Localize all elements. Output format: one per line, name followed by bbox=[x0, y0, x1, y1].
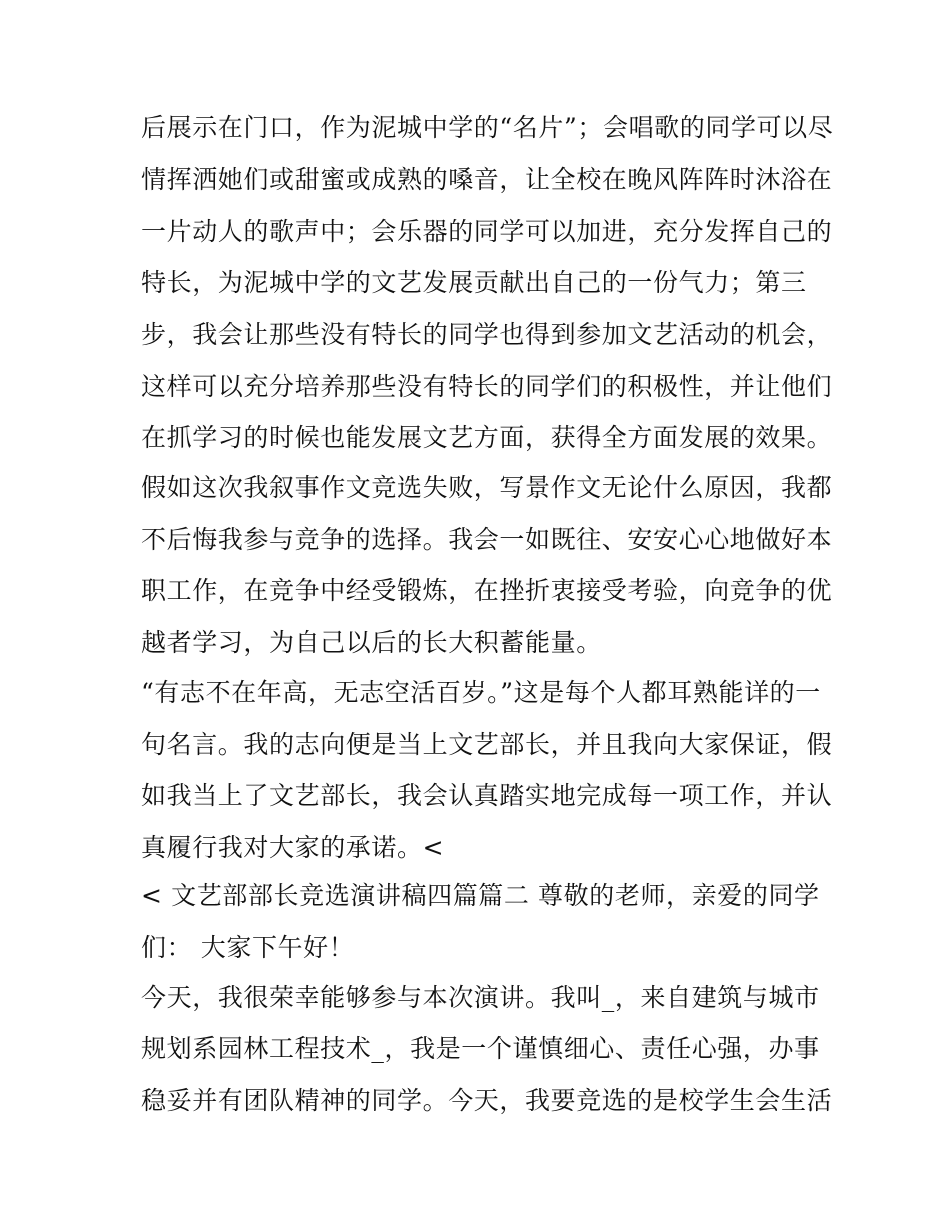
text-line: 在抓学习的时候也能发展文艺方面，获得全方面发展的效果。 bbox=[141, 423, 833, 452]
text-line: 不后悔我参与竞争的选择。我会一如既往、安安心心地做好本 bbox=[141, 525, 833, 554]
text-line: “有志不在年高，无志空活百岁。”这是每个人都耳熟能详的一 bbox=[141, 678, 821, 707]
text-line: 后展示在门口，作为泥城中学的“名片”；会唱歌的同学可以尽 bbox=[141, 113, 834, 142]
text-line: 规划系园林工程技术_，我是一个谨慎细心、责任心强，办事 bbox=[141, 1034, 820, 1063]
text-line: 职工作，在竞争中经受锻炼，在挫折衷接受考验，向竞争的优 bbox=[141, 576, 833, 605]
text-line: < 文艺部部长竞选演讲稿四篇篇二 尊敬的老师，亲爱的同学 bbox=[141, 881, 820, 910]
text-line: 句名言。我的志向便是当上文艺部长，并且我向大家保证，假 bbox=[141, 730, 833, 759]
text-line: 步，我会让那些没有特长的同学也得到参加文艺活动的机会， bbox=[141, 320, 833, 349]
text-line: 假如这次我叙事作文竞选失败，写景作文无论什么原因，我都 bbox=[141, 473, 833, 502]
text-line: 今天，我很荣幸能够参与本次演讲。我叫_，来自建筑与城市 bbox=[141, 983, 820, 1012]
text-line: 真履行我对大家的承诺。< bbox=[141, 833, 445, 862]
text-line: 特长，为泥城中学的文艺发展贡献出自己的一份气力；第三 bbox=[141, 268, 807, 297]
text-line: 这样可以充分培养那些没有特长的同学们的积极性，并让他们 bbox=[141, 372, 833, 401]
text-line: 如我当上了文艺部长，我会认真踏实地完成每一项工作，并认 bbox=[141, 781, 833, 810]
text-line: 越者学习，为自己以后的长大积蓄能量。 bbox=[141, 628, 602, 657]
text-line: 一片动人的歌声中；会乐器的同学可以加进，充分发挥自己的 bbox=[141, 217, 833, 246]
text-line: 稳妥并有团队精神的同学。今天，我要竞选的是校学生会生活 bbox=[141, 1086, 833, 1115]
text-line: 情挥洒她们或甜蜜或成熟的嗓音，让全校在晚风阵阵时沐浴在 bbox=[141, 165, 833, 194]
text-line: 们： 大家下午好！ bbox=[141, 933, 355, 962]
